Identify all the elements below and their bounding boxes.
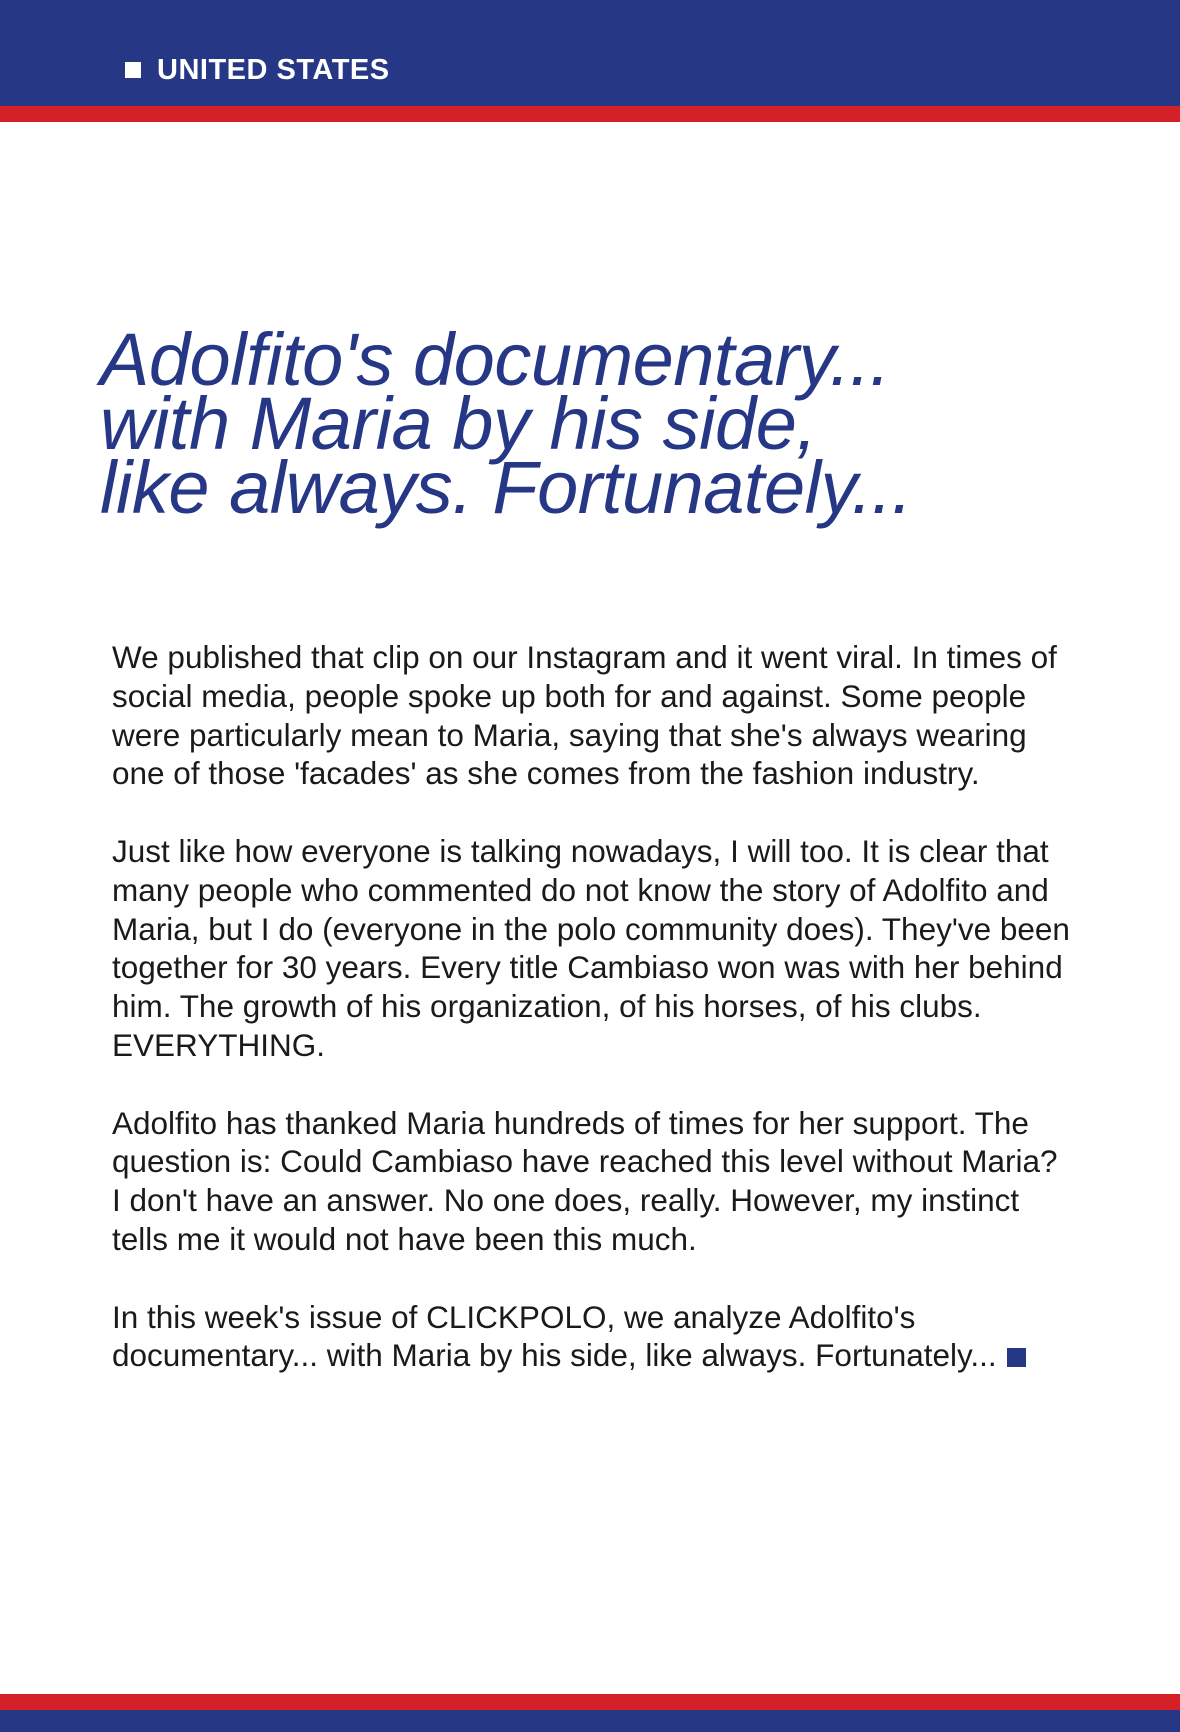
- article-paragraph: We published that clip on our Instagram and it went viral. In times of social media, people spoke up both for and against. Some people were particularly mean to Maria, saying that she's always wearing one of those 'facades' as she comes from the fashion industry.: [112, 639, 1057, 792]
- article-paragraph-text: In this week's issue of CLICKPOLO, we analyze Adolfito's documentary... with Maria by his side, like always. Fortunately...: [112, 1298, 997, 1374]
- footer-bar: [0, 1710, 1180, 1732]
- header-red-stripe: [0, 106, 1180, 122]
- article-body: [112, 638, 1072, 1414]
- section-label-text: UNITED STATES: [157, 54, 390, 86]
- article-paragraph: Just like how everyone is talking nowadays, I will too. It is clear that many people who commented do not know the story of Adolfito and Maria, but I do (everyone in the polo community does). They've been together for 30 years. Every title Cambiaso won was with her behind him. The growth of his organization, of his horses, of his clubs. EVERYTHING.: [112, 832, 1070, 1063]
- headline-line: with Maria by his side,: [100, 382, 817, 465]
- headline-line: Adolfito's documentary...: [100, 318, 890, 401]
- headline-line: like always. Fortunately...: [100, 446, 912, 529]
- section-label: [125, 52, 390, 88]
- square-bullet-icon: [125, 62, 141, 78]
- footer-red-stripe: [0, 1694, 1180, 1710]
- article-paragraph-final: [112, 1298, 1072, 1376]
- article-headline: [100, 318, 1100, 529]
- article-paragraph: Adolfito has thanked Maria hundreds of times for her support. The question is: Could Cambiaso have reached this level without Maria? I don't have an answer. No one does, really. However, my instinct tells me it would not have been this much.: [112, 1104, 1058, 1257]
- end-mark-square-icon: [1007, 1348, 1026, 1367]
